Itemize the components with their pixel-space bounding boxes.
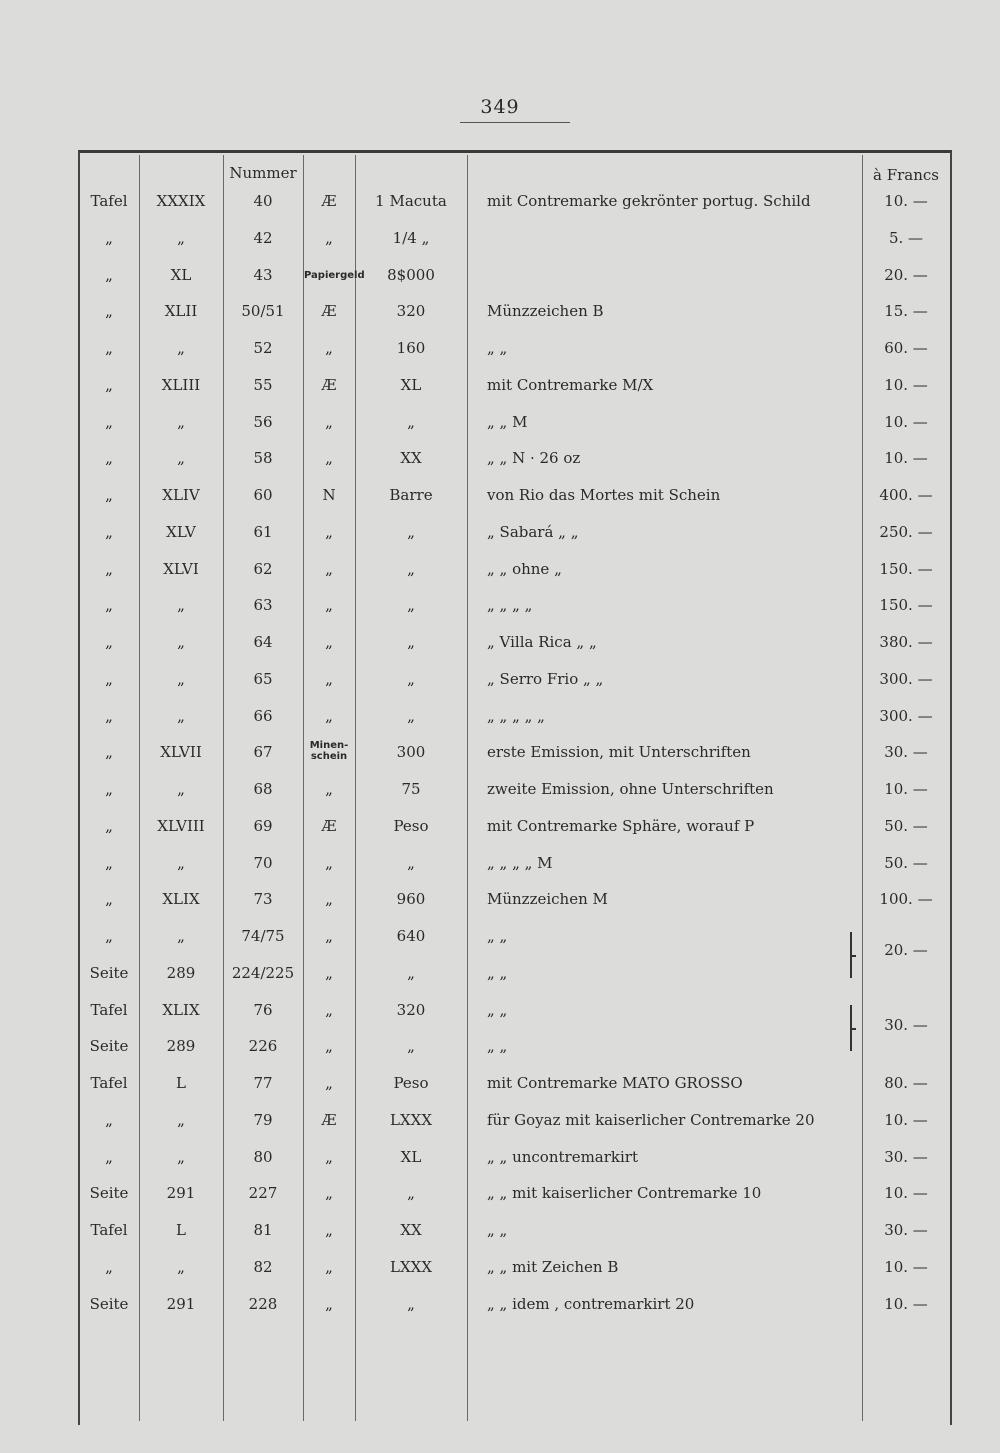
- column-header-price: à Francs: [873, 166, 939, 184]
- row-denomination: Peso: [393, 817, 429, 835]
- row-metal: „: [325, 780, 333, 798]
- row-description: erste Emission, mit Unterschriften: [487, 743, 751, 761]
- row-description: „ „: [487, 339, 508, 357]
- row-plate: XLVI: [163, 560, 199, 578]
- row-plate: „: [177, 1111, 185, 1129]
- row-price: 10. —: [884, 449, 928, 467]
- grouped-price: 20. —: [884, 941, 928, 959]
- row-description: „ „ „ „ M: [487, 854, 553, 872]
- row-price: 10. —: [884, 1258, 928, 1276]
- row-number: 70: [253, 854, 273, 872]
- row-denomination: „: [407, 964, 415, 982]
- row-reference: „: [105, 1111, 113, 1129]
- row-metal: „: [325, 229, 333, 247]
- row-price: 10. —: [884, 1184, 928, 1202]
- row-reference: „: [105, 890, 113, 908]
- row-denomination: „: [407, 670, 415, 688]
- row-metal: Æ: [321, 817, 337, 835]
- row-price: 10. —: [884, 376, 928, 394]
- row-plate: XL: [170, 266, 192, 284]
- row-number: 40: [253, 192, 273, 210]
- row-number: 50/51: [241, 302, 285, 320]
- row-reference: „: [105, 596, 113, 614]
- row-denomination: Barre: [389, 486, 433, 504]
- row-number: 63: [253, 596, 273, 614]
- row-reference: Seite: [89, 1295, 129, 1313]
- column-divider: [862, 155, 863, 1421]
- row-denomination: 640: [396, 927, 426, 945]
- row-plate: XLIV: [162, 486, 200, 504]
- row-reference: „: [105, 339, 113, 357]
- row-description: „ Serro Frio „ „: [487, 670, 604, 688]
- row-plate: „: [177, 670, 185, 688]
- row-plate: „: [177, 413, 185, 431]
- row-price: 5. —: [888, 229, 924, 247]
- row-price: 50. —: [884, 854, 928, 872]
- row-metal: Minen-schein: [309, 740, 349, 762]
- row-reference: Tafel: [90, 192, 128, 210]
- row-denomination: XL: [400, 1148, 422, 1166]
- row-denomination: 320: [396, 1001, 426, 1019]
- row-metal: „: [325, 596, 333, 614]
- row-denomination: LXXX: [390, 1111, 432, 1129]
- row-metal: „: [325, 964, 333, 982]
- row-denomination: LXXX: [390, 1258, 432, 1276]
- row-price: 30. —: [884, 1148, 928, 1166]
- row-number: 226: [248, 1037, 278, 1055]
- row-denomination: 160: [396, 339, 426, 357]
- row-metal: Æ: [321, 192, 337, 210]
- row-reference: „: [105, 413, 113, 431]
- row-reference: Seite: [89, 1037, 129, 1055]
- row-description: „ „: [487, 1001, 508, 1019]
- row-number: 76: [253, 1001, 273, 1019]
- row-plate: XLVIII: [157, 817, 205, 835]
- row-reference: „: [105, 707, 113, 725]
- row-price: 30. —: [884, 743, 928, 761]
- row-plate: XLIX: [162, 890, 200, 908]
- row-description: „ Villa Rica „ „: [487, 633, 597, 651]
- row-denomination: 1 Macuta: [375, 192, 447, 210]
- row-metal: „: [325, 1001, 333, 1019]
- row-reference: „: [105, 376, 113, 394]
- page-number: 349: [480, 96, 520, 118]
- row-metal: Æ: [321, 302, 337, 320]
- row-description: „ Sabará „ „: [487, 523, 579, 541]
- column-divider: [467, 155, 468, 1421]
- row-plate: „: [177, 339, 185, 357]
- row-plate: XLV: [166, 523, 196, 541]
- row-metal: „: [325, 339, 333, 357]
- price-brace: [836, 932, 852, 978]
- row-price: 20. —: [884, 266, 928, 284]
- row-denomination: „: [407, 854, 415, 872]
- row-denomination: „: [407, 707, 415, 725]
- row-plate: „: [177, 780, 185, 798]
- row-metal: „: [325, 1184, 333, 1202]
- row-denomination: „: [407, 413, 415, 431]
- row-plate: „: [177, 596, 185, 614]
- row-number: 80: [253, 1148, 273, 1166]
- row-reference: Seite: [89, 1184, 129, 1202]
- row-plate: „: [177, 229, 185, 247]
- column-header-number: Nummer: [229, 164, 297, 182]
- row-denomination: 960: [396, 890, 426, 908]
- row-price: 80. —: [884, 1074, 928, 1092]
- row-reference: „: [105, 523, 113, 541]
- row-denomination: 8$000: [387, 266, 435, 284]
- row-number: 74/75: [241, 927, 285, 945]
- row-number: 64: [253, 633, 273, 651]
- row-reference: „: [105, 633, 113, 651]
- row-reference: Tafel: [90, 1221, 128, 1239]
- price-brace: [836, 1005, 852, 1051]
- row-metal: „: [325, 523, 333, 541]
- row-denomination: 1/4 „: [392, 229, 430, 247]
- row-denomination: XX: [400, 449, 422, 467]
- row-price: 300. —: [879, 670, 933, 688]
- row-reference: „: [105, 266, 113, 284]
- row-description: mit Contremarke gekrönter portug. Schild: [487, 192, 811, 210]
- row-plate: XLIII: [161, 376, 201, 394]
- row-description: „ „ ohne „: [487, 560, 562, 578]
- row-reference: „: [105, 670, 113, 688]
- row-denomination: „: [407, 633, 415, 651]
- row-metal: „: [325, 854, 333, 872]
- row-plate: XLII: [164, 302, 198, 320]
- row-denomination: 75: [401, 780, 421, 798]
- row-reference: „: [105, 449, 113, 467]
- row-description: „ „: [487, 1221, 508, 1239]
- row-price: 150. —: [879, 560, 933, 578]
- row-description: mit Contremarke M/X: [487, 376, 654, 394]
- row-price: 15. —: [884, 302, 928, 320]
- row-reference: „: [105, 302, 113, 320]
- row-reference: „: [105, 1258, 113, 1276]
- row-number: 52: [253, 339, 273, 357]
- row-price: 150. —: [879, 596, 933, 614]
- row-denomination: 320: [396, 302, 426, 320]
- row-metal: „: [325, 1221, 333, 1239]
- row-metal: „: [325, 633, 333, 651]
- row-reference: „: [105, 1148, 113, 1166]
- row-description: „ „: [487, 1037, 508, 1055]
- row-denomination: XL: [400, 376, 422, 394]
- row-number: 56: [253, 413, 273, 431]
- row-reference: „: [105, 927, 113, 945]
- row-number: 66: [253, 707, 273, 725]
- row-metal: „: [325, 670, 333, 688]
- row-number: 67: [253, 743, 273, 761]
- row-number: 79: [253, 1111, 273, 1129]
- row-number: 61: [253, 523, 273, 541]
- row-number: 58: [253, 449, 273, 467]
- row-metal: „: [325, 1037, 333, 1055]
- row-price: 10. —: [884, 1295, 928, 1313]
- row-plate: XXXIX: [156, 192, 206, 210]
- row-description: Münzzeichen M: [487, 890, 608, 908]
- row-number: 227: [248, 1184, 278, 1202]
- row-price: 300. —: [879, 707, 933, 725]
- row-metal: „: [325, 449, 333, 467]
- row-number: 68: [253, 780, 273, 798]
- row-number: 228: [248, 1295, 278, 1313]
- row-plate: XLIX: [162, 1001, 200, 1019]
- row-reference: „: [105, 780, 113, 798]
- row-metal: „: [325, 560, 333, 578]
- row-description: mit Contremarke MATO GROSSO: [487, 1074, 743, 1092]
- row-metal: „: [325, 1258, 333, 1276]
- row-plate: 289: [166, 1037, 196, 1055]
- row-description: „ „ „ „: [487, 596, 533, 614]
- row-number: 77: [253, 1074, 273, 1092]
- row-plate: „: [177, 854, 185, 872]
- row-plate: „: [177, 1258, 185, 1276]
- row-number: 55: [253, 376, 273, 394]
- row-price: 50. —: [884, 817, 928, 835]
- row-number: 65: [253, 670, 273, 688]
- row-denomination: 300: [396, 743, 426, 761]
- row-metal: „: [325, 1295, 333, 1313]
- row-description: „ „ „ „ „: [487, 707, 545, 725]
- row-number: 62: [253, 560, 273, 578]
- row-number: 43: [253, 266, 273, 284]
- row-reference: „: [105, 229, 113, 247]
- row-metal: „: [325, 890, 333, 908]
- row-reference: Tafel: [90, 1001, 128, 1019]
- row-metal: N: [322, 486, 336, 504]
- row-reference: „: [105, 486, 113, 504]
- row-price: 380. —: [879, 633, 933, 651]
- row-description: „ „: [487, 964, 508, 982]
- row-reference: Seite: [89, 964, 129, 982]
- row-metal: Papiergeld: [304, 270, 365, 281]
- row-plate: „: [177, 927, 185, 945]
- row-metal: „: [325, 413, 333, 431]
- row-plate: „: [177, 1148, 185, 1166]
- row-plate: L: [176, 1221, 186, 1239]
- row-reference: Tafel: [90, 1074, 128, 1092]
- row-description: mit Contremarke Sphäre, worauf P: [487, 817, 755, 835]
- row-plate: 289: [166, 964, 196, 982]
- row-price: 250. —: [879, 523, 933, 541]
- row-number: 73: [253, 890, 273, 908]
- row-description: „ „ uncontremarkirt: [487, 1148, 638, 1166]
- row-price: 60. —: [884, 339, 928, 357]
- row-metal: Æ: [321, 376, 337, 394]
- row-price: 10. —: [884, 413, 928, 431]
- row-number: 42: [253, 229, 273, 247]
- row-plate: L: [176, 1074, 186, 1092]
- row-denomination: „: [407, 523, 415, 541]
- row-plate: XLVII: [160, 743, 202, 761]
- row-price: 10. —: [884, 780, 928, 798]
- row-number: 69: [253, 817, 273, 835]
- row-plate: „: [177, 633, 185, 651]
- row-description: „ „ mit Zeichen B: [487, 1258, 619, 1276]
- row-description: Münzzeichen B: [487, 302, 604, 320]
- row-description: für Goyaz mit kaiserlicher Contremarke 20: [487, 1111, 815, 1129]
- row-denomination: „: [407, 1037, 415, 1055]
- row-price: 10. —: [884, 192, 928, 210]
- row-metal: Æ: [321, 1111, 337, 1129]
- row-price: 400. —: [879, 486, 933, 504]
- row-reference: „: [105, 817, 113, 835]
- row-metal: „: [325, 927, 333, 945]
- row-denomination: Peso: [393, 1074, 429, 1092]
- row-price: 100. —: [879, 890, 933, 908]
- row-description: zweite Emission, ohne Unterschriften: [487, 780, 774, 798]
- row-description: „ „ M: [487, 413, 528, 431]
- row-reference: „: [105, 854, 113, 872]
- row-reference: „: [105, 560, 113, 578]
- row-denomination: XX: [400, 1221, 422, 1239]
- grouped-price: 30. —: [884, 1016, 928, 1034]
- row-description: „ „ mit kaiserlicher Contremarke 10: [487, 1184, 762, 1202]
- row-denomination: „: [407, 1184, 415, 1202]
- row-number: 82: [253, 1258, 273, 1276]
- row-metal: „: [325, 1074, 333, 1092]
- row-plate: „: [177, 707, 185, 725]
- row-price: 10. —: [884, 1111, 928, 1129]
- row-metal: „: [325, 1148, 333, 1166]
- row-denomination: „: [407, 596, 415, 614]
- row-description: „ „ N · 26 oz: [487, 449, 581, 467]
- row-plate: „: [177, 449, 185, 467]
- row-number: 224/225: [231, 964, 295, 982]
- row-metal: „: [325, 707, 333, 725]
- row-plate: 291: [166, 1184, 196, 1202]
- row-number: 81: [253, 1221, 273, 1239]
- row-reference: „: [105, 743, 113, 761]
- page-number-rule: [460, 122, 570, 123]
- row-price: 30. —: [884, 1221, 928, 1239]
- row-plate: 291: [166, 1295, 196, 1313]
- row-denomination: „: [407, 560, 415, 578]
- row-description: von Rio das Mortes mit Schein: [487, 486, 721, 504]
- row-description: „ „: [487, 927, 508, 945]
- row-number: 60: [253, 486, 273, 504]
- row-denomination: „: [407, 1295, 415, 1313]
- row-description: „ „ idem , contremarkirt 20: [487, 1295, 695, 1313]
